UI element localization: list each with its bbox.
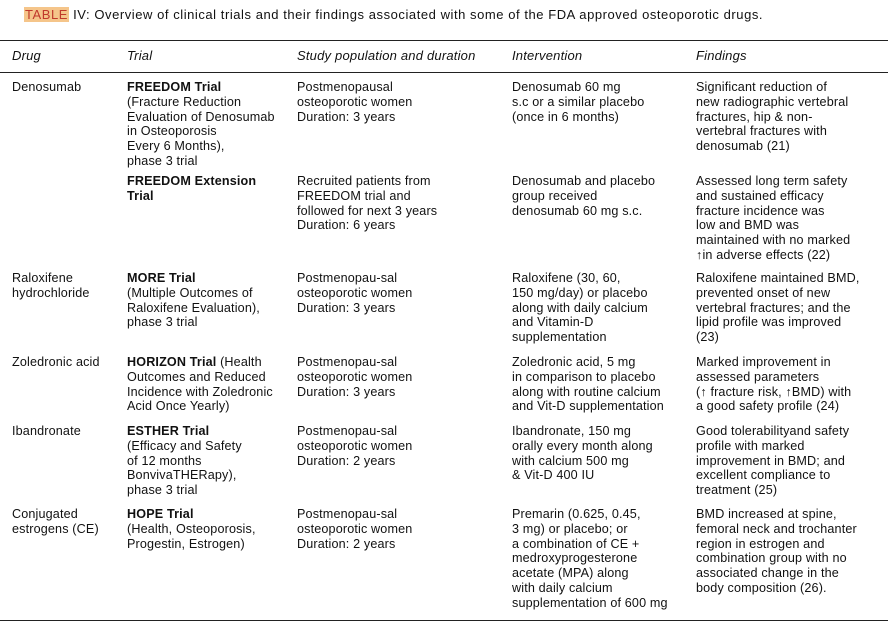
population-cell: Postmenopau-sal osteoporotic women Duration: 3 years <box>297 271 413 315</box>
intervention-cell: Raloxifene (30, 60, 150 mg/day) or placebo along with daily calcium and Vitamin-D supplementation <box>512 271 648 345</box>
drug-cell: Conjugated estrogens (CE) <box>12 507 99 536</box>
trial-description: (Health, Osteoporosis, Progestin, Estrogen) <box>127 521 256 551</box>
trial-cell <box>127 271 293 330</box>
findings-cell: Marked improvement in assessed parameters (↑ fracture risk, ↑BMD) with a good safety profile (24) <box>696 355 852 414</box>
population-cell: Recruited patients from FREEDOM trial and followed for next 3 years Duration: 6 years <box>297 174 438 233</box>
header-population: Study population and duration <box>297 48 476 63</box>
intervention-cell: Ibandronate, 150 mg orally every month along with calcium 500 mg & Vit-D 400 IU <box>512 424 653 483</box>
intervention-cell: Zoledronic acid, 5 mg in comparison to placebo along with routine calcium and Vit-D supplementation <box>512 355 664 414</box>
trial-description: (Efficacy and Safety of 12 months BonvivaTHERapy), phase 3 trial <box>127 438 242 498</box>
trial-name: HORIZON Trial <box>127 355 217 369</box>
trial-name: FREEDOM Trial <box>127 80 222 94</box>
header-trial: Trial <box>127 48 153 63</box>
trial-description: (Health Outcomes and Reduced Incidence with Zoledronic Acid Once Yearly) <box>127 355 273 414</box>
findings-cell: Raloxifene maintained BMD, prevented onset of new vertebral fractures; and the lipid profile was improved (23) <box>696 271 860 345</box>
drug-cell: Raloxifene hydrochloride <box>12 271 90 300</box>
header-rule <box>0 72 888 73</box>
trial-cell <box>127 424 293 498</box>
header-findings: Findings <box>696 48 747 63</box>
intervention-cell: Denosumab 60 mg s.c or a similar placebo (once in 6 months) <box>512 80 645 124</box>
table-caption <box>24 6 884 24</box>
table-bottom-rule <box>0 620 888 621</box>
trial-name: ESTHER Trial <box>127 424 210 438</box>
table-label: TABLE <box>25 7 68 22</box>
population-cell: Postmenopau-sal osteoporotic women Duration: 2 years <box>297 424 413 468</box>
header-drug: Drug <box>12 48 41 63</box>
trial-name: MORE Trial <box>127 271 196 285</box>
caption-text: : Overview of clinical trials and their findings associated with some of the FDA approved osteoporotic drugs. <box>86 7 764 22</box>
population-cell: Postmenopausal osteoporotic women Duration: 3 years <box>297 80 413 124</box>
trial-name: FREEDOM Extension Trial <box>127 174 257 203</box>
header-intervention: Intervention <box>512 48 583 63</box>
trial-cell <box>127 80 293 169</box>
drug-cell: Ibandronate <box>12 424 81 438</box>
trial-cell <box>127 507 293 551</box>
intervention-cell: Premarin (0.625, 0.45, 3 mg) or placebo; or a combination of CE + medroxyprogesterone acetate (MPA) along with daily calcium supplementation of 600 mg <box>512 507 668 610</box>
findings-cell: Significant reduction of new radiographic vertebral fractures, hip & non- vertebral fractures with denosumab (21) <box>696 80 849 154</box>
trial-name: HOPE Trial <box>127 507 194 521</box>
trial-cell <box>127 174 293 204</box>
population-cell: Postmenopau-sal osteoporotic women Duration: 3 years <box>297 355 413 399</box>
intervention-cell: Denosumab and placebo group received denosumab 60 mg s.c. <box>512 174 656 218</box>
findings-cell: Assessed long term safety and sustained efficacy fracture incidence was low and BMD was maintained with no marked ↑in adverse effects (22) <box>696 174 851 262</box>
trial-description: (Multiple Outcomes of Raloxifene Evaluation), phase 3 trial <box>127 285 260 330</box>
findings-cell: Good tolerabilityand safety profile with marked improvement in BMD; and excellent compliance to treatment (25) <box>696 424 850 498</box>
population-cell: Postmenopau-sal osteoporotic women Duration: 2 years <box>297 507 413 551</box>
trial-description: (Fracture Reduction Evaluation of Denosumab in Osteoporosis Every 6 Months), phase 3 trial <box>127 94 275 168</box>
drug-cell: Zoledronic acid <box>12 355 100 369</box>
trial-cell <box>127 355 293 414</box>
table-top-rule <box>0 40 888 41</box>
table-number: IV <box>73 7 87 22</box>
drug-cell: Denosumab <box>12 80 82 94</box>
findings-cell: BMD increased at spine, femoral neck and trochanter region in estrogen and combination group with no associated change in the body composition (26). <box>696 507 857 595</box>
